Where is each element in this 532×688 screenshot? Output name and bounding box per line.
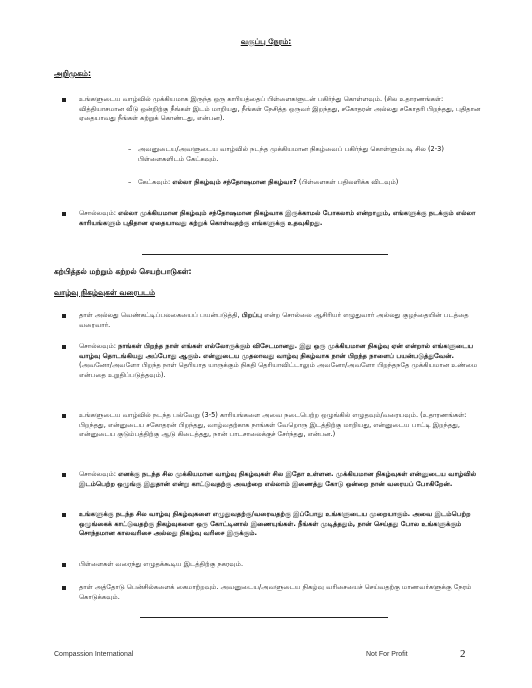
bullet-icon <box>62 586 66 590</box>
bullet-icon <box>62 345 66 349</box>
activities-heading: கற்பித்தல் மற்றும் கற்றல் செயற்பாடுகள்: <box>54 267 192 276</box>
page-title: வகுப்பு நேரம்: <box>240 37 292 46</box>
bullet-icon <box>62 212 66 216</box>
list-item: உங்களுடைய வாழ்வில் நடந்த பல்வேறு (3-5) காரியங்களை அவை நடைபெற்ற ஒழுங்கில் எழுதவும்/வரையவும். (உதாரணங்கள்: பிறந்தது, என்னுடைய சகோதரன் பிறந்தது, வாழ்வதற்காக நாங்கள் வேறொரு இடத்திற்கு மாறியது, என்னுடைய பாட்டி இறந்தது, என்னுடைய குடும்பத்திற்கு ஆடு கிடைத்தது, நான் பாடசாலைக்குச் சேர்ந்தது, என்பன.) <box>62 411 482 440</box>
list-item: தாள் அத்தோடு பென்சில்களைக் கைமாற்றவும். அவனுடைய/அவளுடைய நிகழ்வு வரிசையைச் செய்வதற்கு மாணவர்களுக்கு நேரம் கொடுக்கவும். <box>62 583 482 602</box>
bullet-icon <box>62 473 66 477</box>
list-item: தாள் அல்லது வெண்கட்டிப்பலகையைப் பயன்படுத்தி, பிறப்பு என்ற சொல்லை ஆசிரியர் எழுதுவார் அல்லது குழந்தையின் படத்தை வரைவார். <box>62 311 482 330</box>
sub-list-item: – அவனுடைய/அவளுடைய வாழ்வில் நடந்த முக்கியமான நிகழ்வைப் பகிர்ந்து கொள்ளும்படி சில (2-3) பிள்ளைகளிடம் கேட்கவும். <box>128 145 444 163</box>
bullet-icon <box>62 314 66 318</box>
bullet-icon <box>62 414 66 418</box>
footer-note: Not For Profit <box>366 651 408 658</box>
bullet-icon <box>62 563 66 567</box>
timeline-heading: வாழ்வு நிகழ்வுகள் வரைபடம் <box>54 288 156 297</box>
page-number: 2 <box>460 648 466 660</box>
list-item: சொல்லவும்: நாங்கள் பிறந்த நாள் எங்கள் எல்லோருக்கும் விசேடமானது. இது ஒரு முக்கியமான நிகழ்வு ஏன் என்றால் எங்களுடைய வாழ்வு தொடங்கியது அப்போது ஆகும். என்னுடைய முதலாவது வாழ்வு நிகழ்வாக நான் பிறந்த நாளைப் பயன்படுத்துவேன். (அவனோ/அவளோ பிறந்த நாள் தெரியாத யாருக்கும் நிகதி தெரியாவிட்டாலும் அவனோ/அவளோ பிறந்தநதே முக்கியமான உண்மை என்பதை உறுதிப்படுத்தவும்). <box>62 342 482 380</box>
intro-heading: அறிமுகம்: <box>54 69 91 78</box>
list-item: உங்களுக்கு நடந்த சில வாழ்வு நிகழ்வுகளை எழுதுவதற்கு/வரைவதற்கு இப்போது உங்களுடைய முறையாகும். அவை இடம்பெற்ற ஒழுங்கைக் காட்டுவதற்கு நிகழ்வுகளை ஒரு கோட்டினால் இணையுங்கள். நீங்கள் முடித்ததும், நான் செய்தது போல உங்களுக்கும் சொந்தமான காலவரிசை அல்லது நிகழ்வு வரிசை இருக்கும். <box>62 510 482 539</box>
list-item: சொல்லவும்: எல்லா முக்கியமான நிகழ்வும் சந்தோஷமான நிகழ்வாக இருக்காமல் போகலாம் என்றாலும், எங்களுக்கு நடக்கும் எல்லா காரியங்களும் புதிதான ஏதையாவது கற்றுக் கொள்வதற்கு எங்களுக்கு உதவுகிறது. <box>62 209 482 228</box>
footer-org: Compassion International <box>54 651 134 658</box>
dash-icon: – <box>128 145 132 153</box>
dash-icon: – <box>128 178 132 186</box>
bullet-icon <box>62 98 66 102</box>
list-item: பிள்ளைகள் வரைந்து எழுதக்கூடிய இடத்திற்கு நகரவும். <box>62 560 482 570</box>
bullet-icon <box>62 513 66 517</box>
list-item: உங்களுடைய வாழ்வில் முக்கியமாக இருந்த ஒரு காரியத்தைப் பிள்ளைகளுடன் பகிர்ந்து கொள்ளவும். (சில உதாரணங்கள்: வித்தியாசமான வீடு ஒன்றிற்கு நீங்கள் இடம் மாறியது, நீங்கள் நேசித்த ஒருவர் இறந்தது, சகோதரன் அல்லது சகோதரி பிறந்தது, புதிதான ஏதையாவது நீங்கள் கற்றுக் கொண்டது, என்பன). <box>62 95 482 124</box>
list-item: சொல்லவும்: எனக்கு நடந்த சில முக்கியமான வாழ்வு நிகழ்வுகள் சில இதோ உள்ளன. முக்கியமான நிகழ்வுகள் என்னுடைய வாழ்வில் இடம்பெற்ற ஒழுங்கு இதுதான் என்று காட்டுவதற்கு அவற்றை எல்லாம் இணைத்து கோடு ஒன்றை நான் வரையப் போகிறேன். <box>62 470 482 489</box>
divider <box>140 617 388 618</box>
divider <box>142 254 388 255</box>
sub-list-item: – கேட்கவும்: எல்லா நிகழ்வும் சந்தோஷமான நிகழ்வா? (பிள்ளைகள் பதிலளிக்க விடவும்) <box>128 178 399 186</box>
